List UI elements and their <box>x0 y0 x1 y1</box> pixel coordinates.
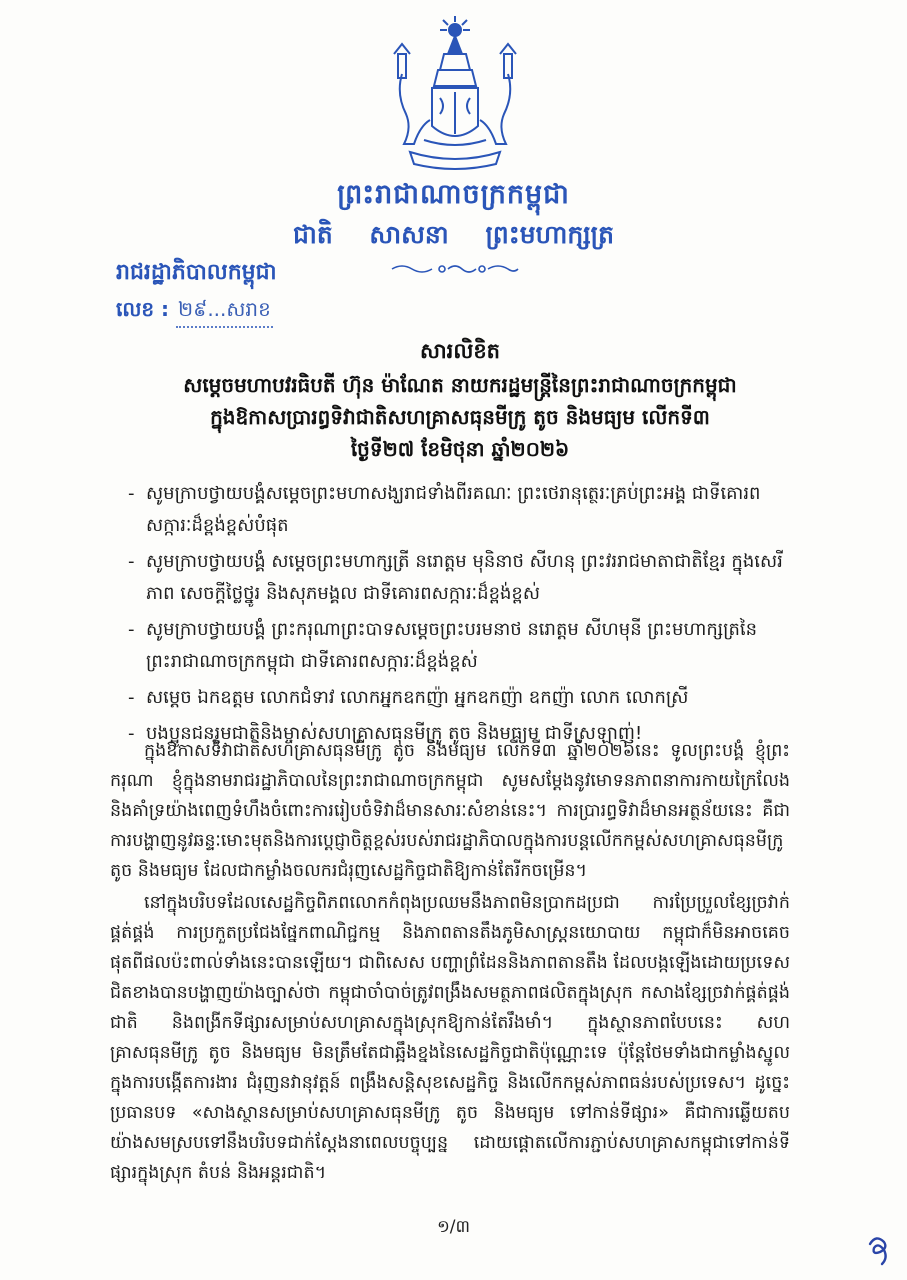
national-motto: ជាតិ សាសនា ព្រះមហាក្សត្រ <box>293 220 614 249</box>
title-date: ថ្ងៃទី២៧ ខែមិថុនា ឆ្នាំ២០២៦ <box>350 437 570 461</box>
greeting-item: - បងប្អូនជនរួមជាតិនិងម្ចាស់សហគ្រាសធុនមីក្រូ តូច និងមធ្យម ជាទីស្រឡាញ់! <box>128 718 788 750</box>
decorative-flourish-icon <box>390 262 520 276</box>
greeting-item: - សូមក្រាបថ្វាយបង្គំ សម្តេចព្រះមហាក្សត្រី នរោត្តម មុនិនាថ សីហនុ ព្រះវររាជមាតាជាតិខ្មែរ ក្នុងសេរីភាព សេចក្តីថ្លៃថ្នូរ និងសុភមង្គល ជាទីគោរពសក្ការៈដ៏ខ្ពង់ខ្ពស់ <box>128 546 788 610</box>
greeting-item: - សម្តេច ឯកឧត្តម លោកជំទាវ លោកអ្នកឧកញ៉ា អ្នកឧកញ៉ា ឧកញ៉ា លោក លោកស្រី <box>128 682 788 714</box>
body-paragraph: ក្នុងឱកាសទិវាជាតិសហគ្រាសធុនមីក្រូ តូច និងមធ្យម លើកទី៣ ឆ្នាំ២០២៦នេះ ទូលព្រះបង្គំ ខ្ញុំព្រះករុណា ខ្ញុំក្នុងនាមរាជរដ្ឋាភិបាលនៃព្រះរាជាណាចក្រកម្ពុជា សូមសម្តែងនូវមោទនភាពនាការកាយក្រៃលែង និងគាំទ្រយ៉ាងពេញទំហឹងចំពោះការរៀបចំទិវាដ៏មានសារៈសំខាន់នេះ។ ការប្រារព្ធទិវាដ៏មានអត្ថន័យនេះ គឺជាការបង្ហាញនូវឆន្ទៈមោះមុតនិងការប្តេជ្ញាចិត្តខ្ពស់របស់រាជរដ្ឋាភិបាលក្នុងការបន្តលើកកម្ពស់សហគ្រាសធុនមីក្រូ តូច និងមធ្យម ដែលជាកម្លាំងចលករជំរុញសេដ្ឋកិច្ចជាតិឱ្យកាន់តែរីកចម្រើន។ <box>110 741 790 881</box>
kingdom-name: ព្រះរាជាណាចក្រកម្ពុជា <box>337 179 570 210</box>
government-name: រាជរដ្ឋាភិបាលកម្ពុជា <box>116 260 277 285</box>
page-number: ១/៣ <box>436 1217 471 1237</box>
royal-emblem-icon <box>380 14 530 174</box>
greeting-item: - សូមក្រាបថ្វាយបង្គំ ព្រះករុណាព្រះបាទសម្តេចព្រះបរមនាថ នរោត្តម សីហមុនី ព្រះមហាក្សត្រនៃព្រះរាជាណាចក្រកម្ពុជា ជាទីគោរពសក្ការៈដ៏ខ្ពង់ខ្ពស់ <box>128 614 788 678</box>
title-author: សម្តេចមហាបវរធិបតី ហ៊ុន ម៉ាណែត នាយករដ្ឋមន្ត្រីនៃព្រះរាជាណាចក្រកម្ពុជា <box>183 373 737 397</box>
title-occasion: ក្នុងឱកាសប្រារព្ធទិវាជាតិសហគ្រាសធុនមីក្រូ តូច និងមធ្យម លើកទី៣ <box>210 405 710 429</box>
greeting-item: - សូមក្រាបថ្វាយបង្គំសម្តេចព្រះមហាសង្ឃរាជទាំងពីរគណៈ ព្រះថេរានុត្ថេរៈគ្រប់ព្រះអង្គ ជាទីគោរពសក្ការៈដ៏ខ្ពង់ខ្ពស់បំផុត <box>128 478 788 542</box>
document-title: សារលិខិត <box>420 339 500 363</box>
reference-value: ២៩...សរាខ <box>176 296 273 328</box>
handwritten-initial-icon <box>862 1232 894 1266</box>
greetings-list <box>128 478 788 754</box>
body-paragraph: នៅក្នុងបរិបទដែលសេដ្ឋកិច្ចពិភពលោកកំពុងប្រឈមនឹងភាពមិនប្រាកដប្រជា ការប្រែប្រួលខ្សែច្រវាក់ផ្គត់ផ្គង់ ការប្រកួតប្រជែងផ្នែកពាណិជ្ជកម្ម និងភាពតានតឹងភូមិសាស្ត្រនយោបាយ កម្ពុជាក៏មិនអាចគេចផុតពីផលប៉ះពាល់ទាំងនេះបានឡើយ។ ជាពិសេស បញ្ហាព្រំដែននិងភាពតានតឹង ដែលបង្កឡើងដោយប្រទេសជិតខាងបានបង្ហាញយ៉ាងច្បាស់ថា កម្ពុជាចាំបាច់ត្រូវពង្រឹងសមត្ថភាពផលិតក្នុងស្រុក កសាងខ្សែច្រវាក់ផ្គត់ផ្គង់ជាតិ និងពង្រីកទីផ្សារសម្រាប់សហគ្រាសក្នុងស្រុកឱ្យកាន់តែរឹងមាំ។ ក្នុងស្ថានភាពបែបនេះ សហគ្រាសធុនមីក្រូ តូច និងមធ្យម មិនត្រឹមតែជាឆ្អឹងខ្នងនៃសេដ្ឋកិច្ចជាតិប៉ុណ្ណោះទេ ប៉ុន្តែថែមទាំងជាកម្លាំងស្នូលក្នុងការបង្កើតការងារ ជំរុញនវានុវត្តន៍ ពង្រឹងសន្តិសុខសេដ្ឋកិច្ច និងលើកកម្ពស់ភាពធន់របស់ប្រទេស។ ដូច្នេះ ប្រធានបទ «សាងស្ថានសម្រាប់សហគ្រាសធុនមីក្រូ តូច និងមធ្យម ទៅកាន់ទីផ្សារ» គឺជាការឆ្លើយតបយ៉ាងសមស្របទៅនឹងបរិបទជាក់ស្តែងនាពេលបច្ចុប្បន្ន ដោយផ្តោតលើការភ្ជាប់សហគ្រាសកម្ពុជាទៅកាន់ទីផ្សារក្នុងស្រុក តំបន់ និងអន្តរជាតិ។ <box>110 893 790 1183</box>
reference-label: លេខ : <box>116 297 170 321</box>
reference-number <box>116 296 273 328</box>
